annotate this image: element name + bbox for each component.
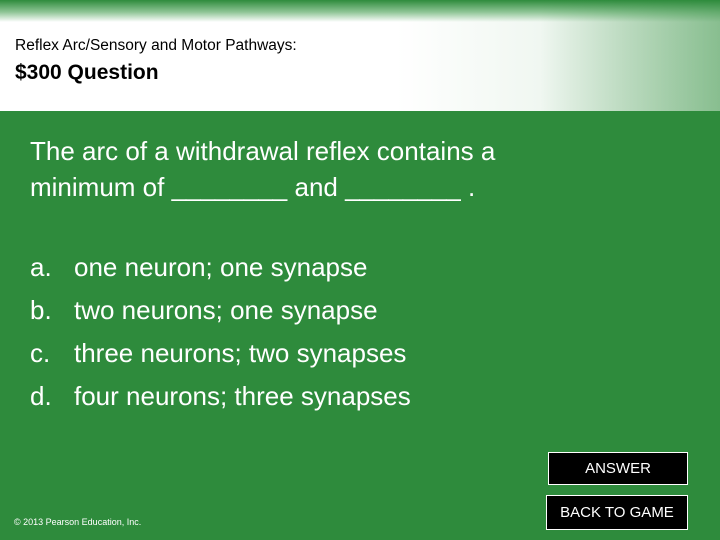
category-title: Reflex Arc/Sensory and Motor Pathways: (15, 37, 297, 54)
choice-list (30, 246, 690, 418)
choice-letter: c. (30, 338, 51, 368)
choice-text: one neuron; one synapse (74, 252, 368, 282)
back-to-game-button[interactable]: BACK TO GAME (546, 495, 688, 530)
choice-item-c (30, 332, 690, 375)
choice-item-d (30, 375, 690, 418)
choice-letter: d. (30, 381, 52, 411)
copyright-notice: © 2013 Pearson Education, Inc. (14, 517, 142, 527)
question-line-2: minimum of ________ and ________ . (30, 172, 476, 202)
question-line-1: The arc of a withdrawal reflex contains a (30, 136, 496, 166)
choice-item-a (30, 246, 690, 289)
choice-text: three neurons; two synapses (74, 338, 407, 368)
choice-letter: a. (30, 252, 52, 282)
question-text (30, 133, 690, 205)
choice-text: four neurons; three synapses (74, 381, 411, 411)
answer-button[interactable]: ANSWER (548, 452, 688, 485)
header-band (0, 0, 720, 111)
choice-item-b (30, 289, 690, 332)
choice-text: two neurons; one synapse (74, 295, 378, 325)
question-value-label: $300 Question (15, 61, 159, 84)
choice-letter: b. (30, 295, 52, 325)
